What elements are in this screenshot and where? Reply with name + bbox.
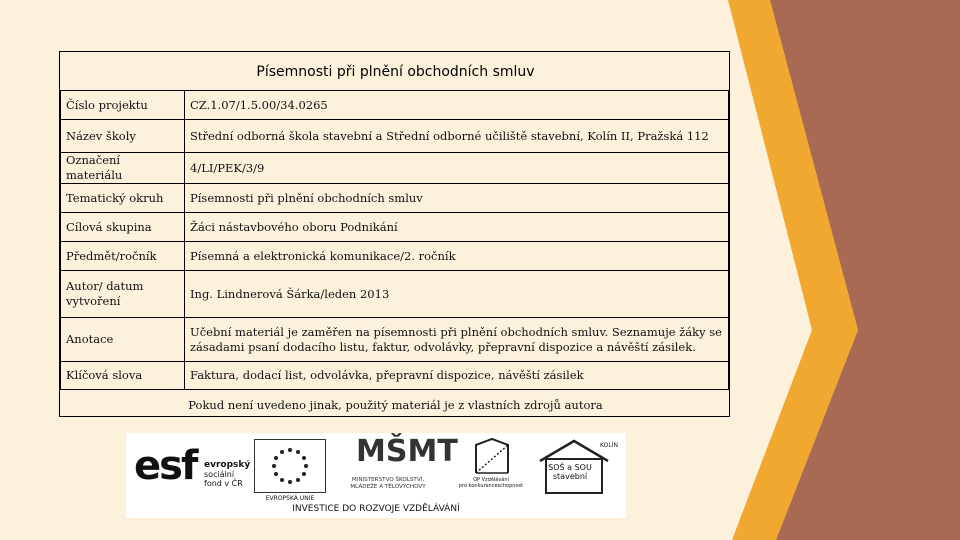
table-row	[61, 153, 729, 184]
invest-slogan: INVESTICE DO ROZVOJE VZDĚLÁVÁNÍ	[292, 504, 460, 514]
source-note: Pokud není uvedeno jinak, použitý materiál je z vlastních zdrojů autora	[188, 398, 603, 412]
table-row	[61, 271, 729, 318]
eu-label: EVROPSKÁ UNIE	[265, 495, 315, 502]
document-card	[59, 51, 730, 417]
row-value: Písemná a elektronická komunikace/2. ročník	[185, 242, 729, 271]
row-value: Písemnosti při plnění obchodních smluv	[185, 184, 729, 213]
row-value: 4/LI/PEK/3/9	[185, 153, 729, 184]
logo-banner	[126, 433, 626, 518]
row-value: Střední odborná škola stavební a Střední odborné učiliště stavební, Kolín II, Pražská 112	[185, 120, 729, 153]
esf-logo: esf	[134, 443, 197, 489]
table-row	[61, 242, 729, 271]
esf-text: evropský sociální fond v ČR	[204, 460, 251, 488]
table-row	[61, 184, 729, 213]
sos-city: KOLÍN	[600, 442, 618, 449]
row-key: Cílová skupina	[61, 213, 185, 242]
table-row	[61, 120, 729, 153]
row-key: Anotace	[61, 318, 185, 362]
table-row	[61, 91, 729, 120]
row-value: Ing. Lindnerová Šárka/leden 2013	[185, 271, 729, 318]
row-key: Název školy	[61, 120, 185, 153]
msmt-text: MINISTERSTVO ŠKOLSTVÍ, MLÁDEŽE A TĚLOVÝCHOVY	[350, 477, 426, 490]
row-key: Autor/ datum vytvoření	[61, 271, 185, 318]
row-value: Žáci nástavbového oboru Podnikání	[185, 213, 729, 242]
row-key: Označení materiálu	[61, 153, 185, 184]
msmt-logo: MŠMT	[356, 434, 458, 469]
document-title: Písemnosti při plnění obchodních smluv	[256, 64, 535, 80]
op-logo-icon	[472, 437, 512, 477]
row-key: Klíčová slova	[61, 362, 185, 390]
table-row	[61, 213, 729, 242]
project-info-table	[60, 90, 729, 390]
row-key: Předmět/ročník	[61, 242, 185, 271]
table-row	[61, 362, 729, 390]
table-row	[61, 318, 729, 362]
op-text: OP Vzdělávání pro konkurenceschopnost	[458, 477, 524, 489]
sos-text: SOŠ a SOU stavební	[548, 463, 592, 481]
row-value: CZ.1.07/1.5.00/34.0265	[185, 91, 729, 120]
eu-flag-icon	[254, 439, 326, 493]
row-key: Číslo projektu	[61, 91, 185, 120]
row-key: Tematický okruh	[61, 184, 185, 213]
row-value: Učební materiál je zaměřen na písemnosti při plnění obchodních smluv. Seznamuje žáky se zásadami psaní dodacího listu, faktur, odvolávky, přepravní dispozice a návěští zásilek.	[185, 318, 729, 362]
row-value: Faktura, dodací list, odvolávka, přepravní dispozice, návěští zásilek	[185, 362, 729, 390]
